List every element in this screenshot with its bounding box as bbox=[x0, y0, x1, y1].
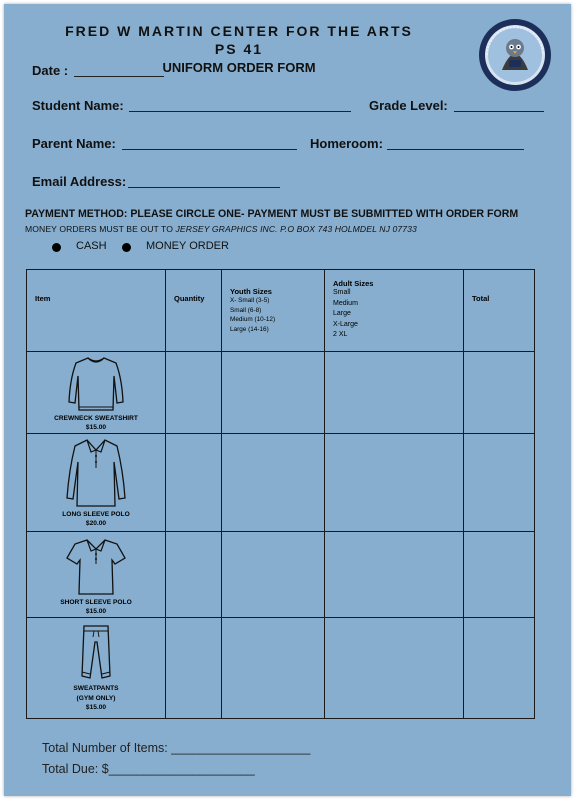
youth-size-s: Small (6-8) bbox=[230, 306, 262, 314]
short-sleeve-polo-icon bbox=[65, 536, 127, 598]
money-order-bullet bbox=[122, 243, 131, 252]
adult-size-m: Medium bbox=[333, 299, 358, 307]
quantity-cell[interactable] bbox=[166, 352, 222, 434]
total-cell[interactable] bbox=[464, 532, 535, 618]
total-due-field[interactable]: _____________________ bbox=[108, 762, 255, 776]
grade-level-field[interactable] bbox=[454, 111, 544, 112]
total-cell[interactable] bbox=[464, 618, 535, 719]
table-header-row bbox=[27, 270, 535, 352]
item-name: SHORT SLEEVE POLO bbox=[60, 599, 132, 606]
money-order-prefix: MONEY ORDERS MUST BE OUT TO bbox=[25, 224, 174, 234]
item-name: CREWNECK SWEATSHIRT bbox=[54, 415, 138, 422]
quantity-cell[interactable] bbox=[166, 618, 222, 719]
adult-size-cell[interactable] bbox=[325, 434, 464, 532]
cash-bullet bbox=[52, 243, 61, 252]
payment-heading: PAYMENT METHOD: PLEASE CIRCLE ONE- PAYMENT MUST BE SUBMITTED WITH ORDER FORM bbox=[25, 208, 519, 220]
money-order-note bbox=[25, 224, 417, 234]
total-items-field[interactable]: ____________________ bbox=[171, 741, 311, 755]
homeroom-label: Homeroom: bbox=[310, 136, 383, 151]
adult-size-cell[interactable] bbox=[325, 618, 464, 719]
total-cell[interactable] bbox=[464, 434, 535, 532]
order-form-page bbox=[4, 4, 571, 796]
item-header: Item bbox=[27, 270, 166, 352]
item-price: $15.00 bbox=[85, 704, 107, 711]
adult-sizes-header: Adult Sizes Small Medium Large X-Large 2 XL bbox=[325, 270, 464, 352]
parent-name-field[interactable] bbox=[122, 149, 297, 150]
adult-size-cell[interactable] bbox=[325, 352, 464, 434]
adult-size-s: Small bbox=[333, 289, 351, 296]
youth-size-cell[interactable] bbox=[222, 434, 325, 532]
adult-size-l: Large bbox=[333, 310, 351, 318]
order-table bbox=[26, 269, 535, 719]
student-name-label: Student Name: bbox=[32, 98, 124, 113]
item-name: SWEATPANTS bbox=[73, 685, 119, 692]
item-price: $15.00 bbox=[85, 608, 107, 615]
sweatpants-icon bbox=[76, 622, 116, 684]
quantity-cell[interactable] bbox=[166, 532, 222, 618]
youth-size-cell[interactable] bbox=[222, 532, 325, 618]
adult-size-xl: X-Large bbox=[333, 320, 358, 328]
youth-sizes-header: Youth Sizes X- Small (3-5) Small (6-8) Medium (10-12) Large (14-16) bbox=[222, 270, 325, 352]
homeroom-field[interactable] bbox=[387, 149, 524, 150]
item-cell bbox=[27, 352, 166, 434]
item-note: (GYM ONLY) bbox=[76, 695, 116, 702]
total-cell[interactable] bbox=[464, 352, 535, 434]
long-sleeve-polo-icon bbox=[63, 436, 129, 510]
total-header: Total bbox=[464, 270, 535, 352]
sweatshirt-icon bbox=[66, 354, 126, 414]
item-cell bbox=[27, 532, 166, 618]
parent-name-label: Parent Name: bbox=[32, 136, 116, 151]
item-name: LONG SLEEVE POLO bbox=[62, 511, 130, 518]
table-row bbox=[27, 434, 535, 532]
youth-size-m: Medium (10-12) bbox=[230, 316, 276, 324]
grade-level-label: Grade Level: bbox=[369, 98, 448, 113]
form-school-title: FRED W MARTIN CENTER FOR THE ARTS bbox=[65, 23, 413, 39]
student-name-field[interactable] bbox=[129, 111, 351, 112]
item-cell bbox=[27, 434, 166, 532]
youth-size-cell[interactable] bbox=[222, 352, 325, 434]
money-order-option[interactable]: MONEY ORDER bbox=[146, 240, 229, 252]
table-row bbox=[27, 618, 535, 719]
email-field[interactable] bbox=[128, 187, 280, 188]
total-due-label: Total Due: $ bbox=[42, 762, 109, 776]
table-row bbox=[27, 532, 535, 618]
form-ps-title: PS 41 bbox=[214, 41, 264, 57]
adult-size-2xl: 2 XL bbox=[333, 331, 348, 339]
youth-size-l: Large (14-16) bbox=[230, 325, 269, 333]
youth-size-xs: X- Small (3-5) bbox=[230, 297, 270, 304]
form-title: UNIFORM ORDER FORM bbox=[162, 60, 316, 75]
youth-size-cell[interactable] bbox=[222, 618, 325, 719]
money-order-address: P.O BOX 743 HOLMDEL NJ 07733 bbox=[280, 224, 417, 234]
money-order-payee: JERSEY GRAPHICS INC. bbox=[175, 224, 278, 234]
email-label: Email Address: bbox=[32, 174, 127, 189]
school-logo bbox=[478, 18, 552, 92]
item-cell bbox=[27, 618, 166, 719]
quantity-header: Quantity bbox=[166, 270, 222, 352]
table-row bbox=[27, 352, 535, 434]
total-items-label: Total Number of Items: bbox=[42, 741, 168, 755]
total-items-line bbox=[42, 741, 310, 755]
adult-size-cell[interactable] bbox=[325, 532, 464, 618]
total-due-line bbox=[42, 762, 255, 776]
date-label: Date : bbox=[32, 63, 69, 78]
date-field[interactable] bbox=[74, 76, 164, 77]
item-price: $15.00 bbox=[85, 424, 107, 431]
quantity-cell[interactable] bbox=[166, 434, 222, 532]
cash-option[interactable]: CASH bbox=[76, 240, 107, 252]
item-price: $20.00 bbox=[85, 520, 107, 527]
